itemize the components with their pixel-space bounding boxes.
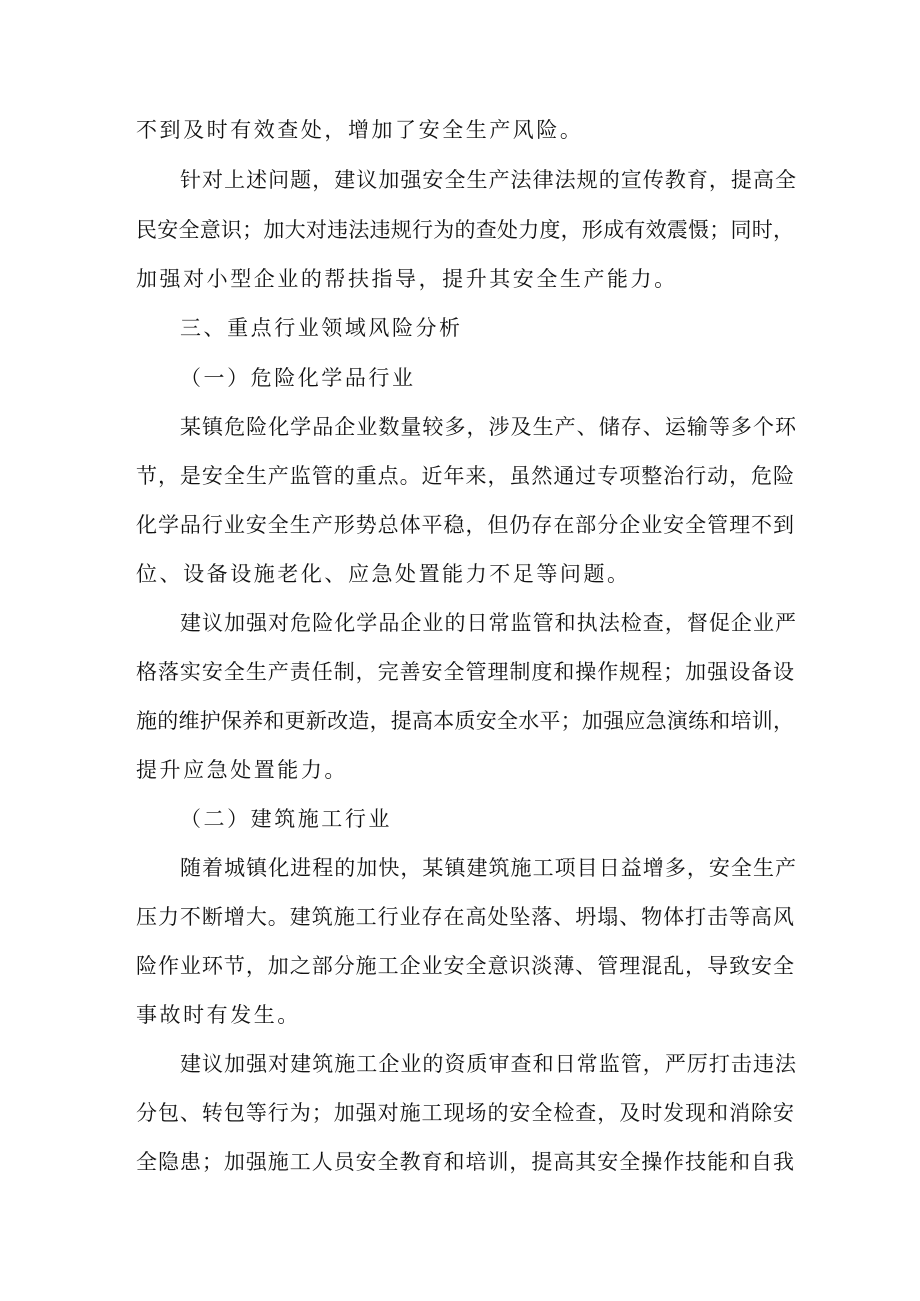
paragraph-first-line: 随着城镇化进程的加快，某镇建筑施工项目日益增多，安全生产	[180, 856, 796, 880]
text-line: 位、设备设施老化、应急处置能力不足等问题。	[136, 562, 631, 586]
text-line: 格落实安全生产责任制，完善安全管理制度和操作规程；加强设备设	[136, 660, 794, 684]
paragraph-first-line: 某镇危险化学品企业数量较多，涉及生产、储存、运输等多个环	[180, 415, 796, 439]
text-line: 民安全意识；加大对违法违规行为的查处力度，形成有效震慑；同时，	[136, 218, 794, 242]
paragraph-first-line: 针对上述问题，建议加强安全生产法律法规的宣传教育，提高全	[180, 168, 796, 192]
section-heading: 三、重点行业领域风险分析	[180, 316, 463, 340]
text-line: 不到及时有效查处，增加了安全生产风险。	[136, 118, 584, 142]
subsection-heading: （一）危险化学品行业	[180, 366, 416, 390]
text-line: 险作业环节，加之部分施工企业安全意识淡薄、管理混乱，导致安全	[136, 954, 794, 978]
text-line: 加强对小型企业的帮扶指导，提升其安全生产能力。	[136, 267, 678, 291]
text-line: 分包、转包等行为；加强对施工现场的安全检查，及时发现和消除安	[136, 1101, 794, 1125]
text-line: 化学品行业安全生产形势总体平稳，但仍存在部分企业安全管理不到	[136, 513, 794, 537]
text-line: 节，是安全生产监管的重点。近年来，虽然通过专项整治行动，危险	[136, 464, 794, 488]
subsection-heading: （二）建筑施工行业	[180, 807, 392, 831]
text-line: 提升应急处置能力。	[136, 758, 348, 782]
text-line: 事故时有发生。	[136, 1003, 301, 1027]
paragraph-first-line: 建议加强对建筑施工企业的资质审查和日常监管，严厉打击违法	[180, 1052, 796, 1076]
text-line: 压力不断增大。建筑施工行业存在高处坠落、坍塌、物体打击等高风	[136, 905, 794, 929]
paragraph-first-line: 建议加强对危险化学品企业的日常监管和执法检查，督促企业严	[180, 611, 796, 635]
text-line: 全隐患；加强施工人员安全教育和培训，提高其安全操作技能和自我	[136, 1150, 794, 1174]
text-line: 施的维护保养和更新改造，提高本质安全水平；加强应急演练和培训，	[136, 709, 794, 733]
